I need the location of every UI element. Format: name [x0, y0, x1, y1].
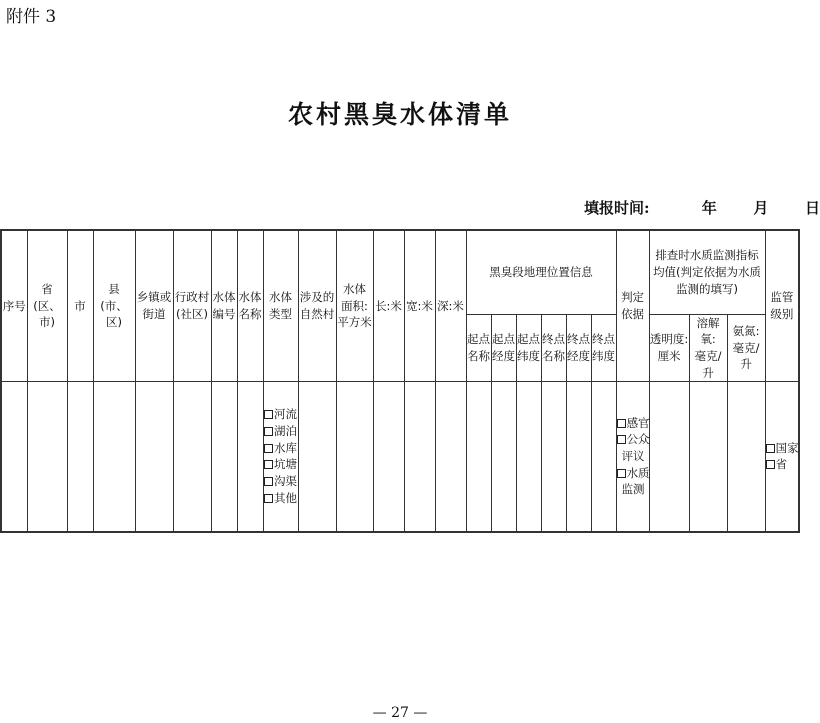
basis-option-water-quality-cont: 监测: [621, 482, 645, 497]
header-location-group: 黑臭段地理位置信息: [466, 230, 616, 314]
cell-village[interactable]: [173, 382, 211, 532]
header-monitor-group: 排查时水质监测指标 均值(判定依据为水质 监测的填写): [649, 230, 765, 314]
cell-end-latitude[interactable]: [591, 382, 616, 532]
cell-depth[interactable]: [435, 382, 466, 532]
cell-level: [765, 382, 799, 532]
header-end-latitude: 终点 纬度: [591, 314, 616, 382]
header-end-name: 终点 名称: [541, 314, 566, 382]
header-start-latitude: 起点 纬度: [516, 314, 541, 382]
header-basis: 判定 依据: [616, 230, 649, 382]
cell-province[interactable]: [27, 382, 67, 532]
checkbox-icon[interactable]: [617, 469, 626, 478]
header-seq: 序号: [1, 230, 27, 382]
header-city: 市: [67, 230, 93, 382]
cell-county[interactable]: [93, 382, 135, 532]
header-water-name: 水体 名称: [237, 230, 263, 382]
basis-option-water-quality[interactable]: 水质: [617, 465, 650, 482]
fill-time-year: 年: [701, 199, 717, 217]
basis-option-public[interactable]: 公众: [617, 431, 650, 448]
header-length: 长:米: [373, 230, 404, 382]
checkbox-icon[interactable]: [264, 460, 273, 469]
fill-time-day: 日: [804, 199, 820, 217]
checkbox-icon[interactable]: [264, 494, 273, 503]
cell-transparency[interactable]: [649, 382, 689, 532]
cell-seq[interactable]: [1, 382, 27, 532]
header-start-name: 起点 名称: [466, 314, 491, 382]
cell-end-name[interactable]: [541, 382, 566, 532]
cell-area[interactable]: [336, 382, 373, 532]
attachment-label: 附件 3: [6, 7, 57, 27]
cell-water-name[interactable]: [237, 382, 263, 532]
cell-basis: [616, 382, 649, 532]
water-type-option-lake[interactable]: 湖泊: [264, 423, 297, 440]
header-township: 乡镇或 街道: [135, 230, 173, 382]
cell-start-latitude[interactable]: [516, 382, 541, 532]
cell-length[interactable]: [373, 382, 404, 532]
cell-end-longitude[interactable]: [566, 382, 591, 532]
cell-township[interactable]: [135, 382, 173, 532]
checkbox-icon[interactable]: [617, 435, 626, 444]
level-option-national[interactable]: 国家: [766, 440, 799, 457]
cell-width[interactable]: [404, 382, 435, 532]
water-type-option-reservoir[interactable]: 水库: [264, 440, 297, 457]
checkbox-icon[interactable]: [264, 444, 273, 453]
header-water-no: 水体 编号: [211, 230, 237, 382]
checkbox-icon[interactable]: [264, 477, 273, 486]
header-ammonia-nitrogen: 氨氮: 毫克/升: [727, 314, 765, 382]
cell-water-type: [263, 382, 298, 532]
header-village: 行政村 (社区): [173, 230, 211, 382]
cell-natural-village[interactable]: [298, 382, 336, 532]
checkbox-icon[interactable]: [766, 460, 775, 469]
page-title: 农村黑臭水体清单: [287, 100, 512, 129]
fill-time-line: [584, 197, 820, 218]
basis-option-sensory[interactable]: 感官: [617, 415, 650, 432]
header-county: 县 (市、区): [93, 230, 135, 382]
header-width: 宽:米: [404, 230, 435, 382]
level-option-provincial[interactable]: 省: [766, 456, 799, 473]
fill-time-month: 月: [753, 199, 769, 217]
checkbox-icon[interactable]: [264, 410, 273, 419]
page-number: — 27 —: [372, 705, 428, 721]
cell-water-no[interactable]: [211, 382, 237, 532]
water-type-option-pond[interactable]: 坑塘: [264, 456, 297, 473]
black-odorous-water-table: [0, 229, 800, 533]
water-type-option-other[interactable]: 其他: [264, 490, 297, 507]
header-start-longitude: 起点 经度: [491, 314, 516, 382]
header-depth: 深:米: [435, 230, 466, 382]
header-transparency: 透明度: 厘米: [649, 314, 689, 382]
header-water-type: 水体 类型: [263, 230, 298, 382]
checkbox-icon[interactable]: [617, 419, 626, 428]
checkbox-icon[interactable]: [264, 427, 273, 436]
header-area: 水体 面积: 平方米: [336, 230, 373, 382]
cell-start-name[interactable]: [466, 382, 491, 532]
header-end-longitude: 终点 经度: [566, 314, 591, 382]
cell-city[interactable]: [67, 382, 93, 532]
checkbox-icon[interactable]: [766, 444, 775, 453]
cell-dissolved-oxygen[interactable]: [689, 382, 727, 532]
water-type-option-river[interactable]: 河流: [264, 406, 297, 423]
header-level: 监管 级别: [765, 230, 799, 382]
cell-start-longitude[interactable]: [491, 382, 516, 532]
header-natural-village: 涉及的 自然村: [298, 230, 336, 382]
basis-option-public-cont: 评议: [621, 449, 645, 464]
header-dissolved-oxygen: 溶解氧: 毫克/升: [689, 314, 727, 382]
header-province: 省 (区、市): [27, 230, 67, 382]
fill-time-label: 填报时间:: [584, 199, 650, 217]
water-type-option-ditch[interactable]: 沟渠: [264, 473, 297, 490]
cell-ammonia-nitrogen[interactable]: [727, 382, 765, 532]
